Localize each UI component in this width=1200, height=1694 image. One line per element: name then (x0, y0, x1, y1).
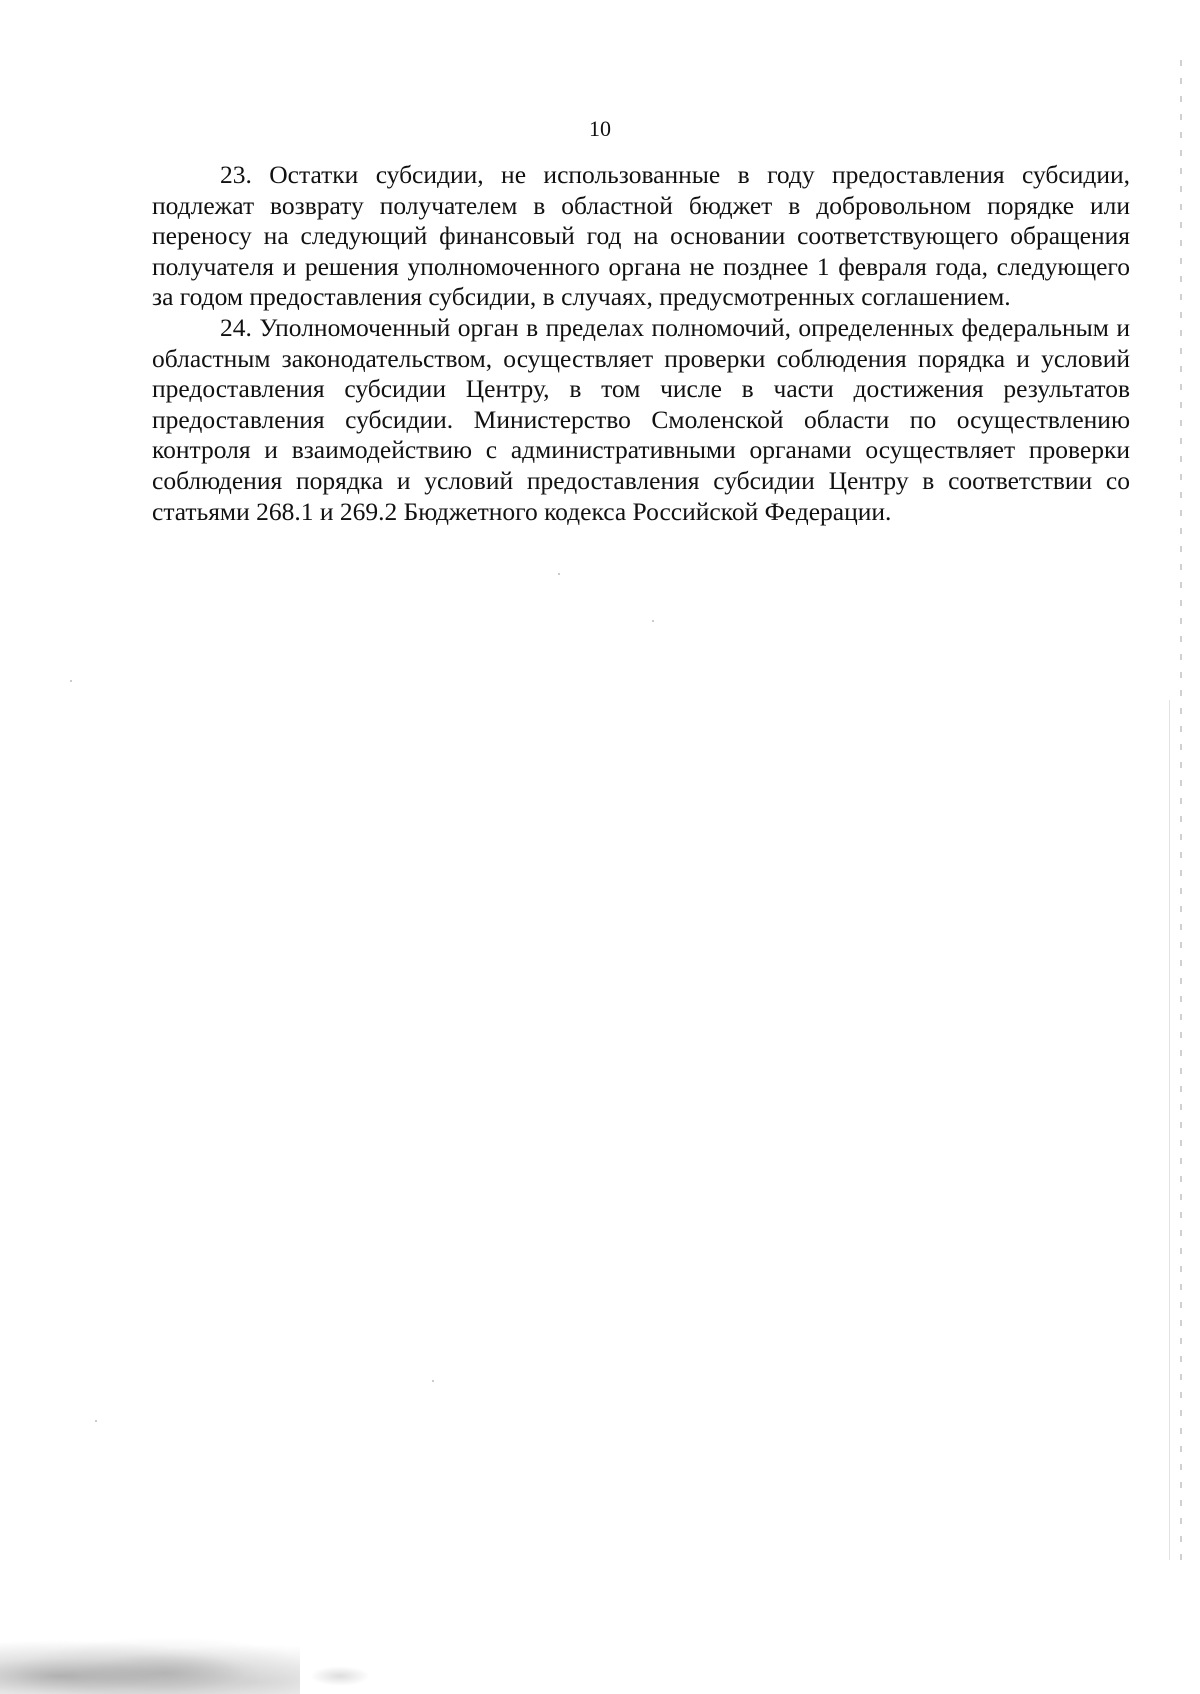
paragraph-23: 23. Остатки субсидии, не использованные в году предоставления субсидии, подлежат возврату получателем в областной бюджет в добровольном порядке или переносу на следующий финансовый год на основании соответствующего обращения получателя и решения уполномоченного органа не позднее 1 февраля года, следующего за годом предоставления субсидии, в случаях, предусмотренных соглашением. (152, 160, 1130, 312)
document-body (152, 160, 1130, 527)
scan-speck (558, 573, 560, 575)
scan-edge-artifact-secondary (1169, 700, 1170, 1560)
scan-speck (432, 1380, 434, 1382)
scan-smudge-artifact-small (310, 1666, 370, 1686)
scan-edge-artifact (1180, 60, 1182, 1560)
scan-smudge-artifact (0, 1634, 300, 1694)
paragraph-24: 24. Уполномоченный орган в пределах полномочий, определенных федеральным и областным законодательством, осуществляет проверки соблюдения порядка и условий предоставления субсидии Центру, в том числе в части достижения результатов предоставления субсидии. Министерство Смоленской области по осуществлению контроля и взаимодействию с административными органами осуществляет проверки соблюдения порядка и условий предоставления субсидии Центру в соответствии со статьями 268.1 и 269.2 Бюджетного кодекса Российской Федерации. (152, 312, 1130, 526)
scan-speck (95, 1420, 97, 1422)
page-number: 10 (589, 116, 611, 141)
scan-speck (652, 620, 654, 622)
scan-speck (70, 680, 72, 682)
